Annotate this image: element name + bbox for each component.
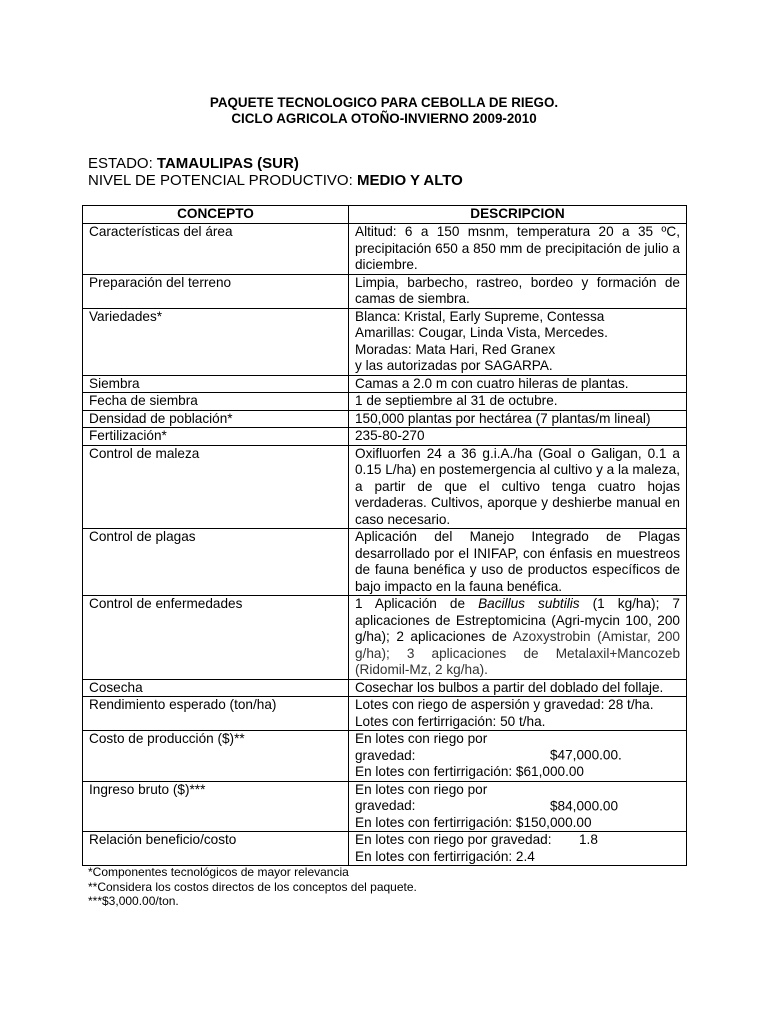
table-row: [83, 697, 687, 731]
ingreso-gravedad: [355, 782, 680, 815]
relacion-gravedad: [355, 832, 680, 849]
table-row: [83, 731, 687, 782]
costo-gravedad-value: $47,000.00.: [550, 747, 622, 763]
rendimiento-aspersion: Lotes con riego de aspersión y gravedad: 28 t/ha.: [355, 697, 654, 712]
table-row: [83, 679, 687, 697]
rendimiento-fertirrigacion: Lotes con fertirrigación: 50 t/ha.: [355, 713, 546, 729]
nivel-line: [88, 172, 463, 190]
descripcion-cell: 150,000 plantas por hectárea (7 plantas/m lineal): [349, 410, 687, 428]
concepto-cell: Costo de producción ($)**: [83, 731, 349, 782]
descripcion-cell: [349, 308, 687, 375]
variedades-blanca: Blanca: Kristal, Early Supreme, Contessa: [355, 308, 605, 324]
concepto-cell: Fertilización*: [83, 428, 349, 446]
table-row: [83, 428, 687, 446]
concepto-cell: Variedades*: [83, 308, 349, 375]
descripcion-cell: Altitud: 6 a 150 msnm, temperatura 20 a 35 ºC, precipitación 650 a 850 mm de precipitación de julio a diciembre.: [349, 224, 687, 275]
table-row: [83, 308, 687, 375]
enfermedades-text-3: Azoxystrobin (Amistar, 200 g/ha); 3 aplicaciones de Metalaxil+Mancozeb (Ridomil-Mz, 2 kg/ha).: [355, 629, 680, 677]
table-row: [83, 596, 687, 680]
footnotes: [88, 865, 417, 909]
concepto-cell: Control de maleza: [83, 445, 349, 529]
descripcion-cell: [349, 832, 687, 866]
footnote-2: **Considera los costos directos de los conceptos del paquete.: [88, 879, 417, 894]
estado-value: TAMAULIPAS (SUR): [156, 155, 299, 172]
estado-line: [88, 155, 299, 173]
variedades-moradas: Moradas: Mata Hari, Red Granex: [355, 341, 556, 357]
variedades-amarillas: Amarillas: Cougar, Linda Vista, Mercedes.: [355, 325, 608, 340]
header-concepto: CONCEPTO: [83, 206, 349, 224]
table-header-row: [83, 206, 687, 224]
descripcion-cell: 235-80-270: [349, 428, 687, 446]
estado-label: ESTADO:: [88, 155, 157, 172]
ingreso-gravedad-value: $84,000.00: [550, 798, 619, 813]
header-descripcion: DESCRIPCION: [349, 206, 687, 224]
table-row: [83, 274, 687, 308]
ingreso-fertirrigacion: En lotes con fertirrigación: $150,000.00: [355, 814, 592, 830]
concepto-cell: Siembra: [83, 375, 349, 393]
concepto-cell: Relación beneficio/costo: [83, 832, 349, 866]
relacion-gravedad-value: 1.8: [579, 832, 598, 847]
footnote-3: ***$3,000.00/ton.: [88, 894, 179, 908]
concepto-cell: Cosecha: [83, 679, 349, 697]
footnote-1: *Componentes tecnológicos de mayor relevancia: [88, 865, 349, 879]
concepto-cell: Control de enfermedades: [83, 596, 349, 680]
costo-gravedad-label: En lotes con riego por gravedad:: [355, 731, 488, 763]
ingreso-gravedad-label: En lotes con riego por gravedad:: [355, 781, 488, 813]
costo-fertirrigacion: En lotes con fertirrigación: $61,000.00: [355, 764, 584, 779]
relacion-gravedad-label: En lotes con riego por gravedad:: [355, 832, 552, 847]
relacion-fertirrigacion: En lotes con fertirrigación: 2.4: [355, 848, 535, 864]
table-row: [83, 410, 687, 428]
table-row: [83, 224, 687, 275]
descripcion-cell: Camas a 2.0 m con cuatro hileras de plantas.: [349, 375, 687, 393]
concepto-cell: Fecha de siembra: [83, 393, 349, 411]
concepto-cell: Densidad de población*: [83, 410, 349, 428]
descripcion-cell: [349, 781, 687, 832]
descripcion-cell: [349, 697, 687, 731]
table-row: [83, 445, 687, 529]
table-row: [83, 375, 687, 393]
descripcion-cell: Cosechar los bulbos a partir del doblado del follaje.: [349, 679, 687, 697]
bacillus-name: Bacillus subtilis: [478, 596, 580, 611]
descripcion-cell: 1 de septiembre al 31 de octubre.: [349, 393, 687, 411]
descripcion-cell: Limpia, barbecho, rastreo, bordeo y formación de camas de siembra.: [349, 274, 687, 308]
table-row: [83, 781, 687, 832]
descripcion-cell: [349, 731, 687, 782]
concepto-cell: Características del área: [83, 224, 349, 275]
document-title: PAQUETE TECNOLOGICO PARA CEBOLLA DE RIEGO.: [209, 95, 559, 110]
concepto-cell: Ingreso bruto ($)***: [83, 781, 349, 832]
concepto-cell: Rendimiento esperado (ton/ha): [83, 697, 349, 731]
nivel-value: MEDIO Y ALTO: [356, 172, 463, 189]
table-row: [83, 832, 687, 866]
document-subtitle: CICLO AGRICOLA OTOÑO-INVIERNO 2009-2010: [231, 111, 537, 126]
descripcion-cell: Oxifluorfen 24 a 36 g.i.A./ha (Goal o Galigan, 0.1 a 0.15 L/ha) en postemergencia al cultivo y a la maleza, a partir de que el cultivo tenga cuatro hojas verdaderas. Cultivos, aporque y deshierbe manual en caso necesario.: [349, 445, 687, 529]
costo-gravedad: [355, 731, 680, 764]
variedades-autorizadas: y las autorizadas por SAGARPA.: [355, 358, 553, 373]
descripcion-cell: [349, 596, 687, 680]
enfermedades-text-2: (1 kg/ha); 7 aplicaciones de Estreptomicina (Agri-mycin 100, 200 g/ha); 2 aplicaciones de: [355, 596, 680, 644]
concepto-cell: Preparación del terreno: [83, 274, 349, 308]
descripcion-cell: Aplicación del Manejo Integrado de Plagas desarrollado por el INIFAP, con énfasis en muestreos de fauna benéfica y uso de productos específicos de bajo impacto en la fauna benéfica.: [349, 529, 687, 596]
nivel-label: NIVEL DE POTENCIAL PRODUCTIVO:: [88, 172, 357, 189]
concepto-cell: Control de plagas: [83, 529, 349, 596]
package-table: [82, 205, 687, 866]
enfermedades-text-1: 1 Aplicación de: [355, 596, 479, 611]
table-row: [83, 393, 687, 411]
table-row: [83, 529, 687, 596]
